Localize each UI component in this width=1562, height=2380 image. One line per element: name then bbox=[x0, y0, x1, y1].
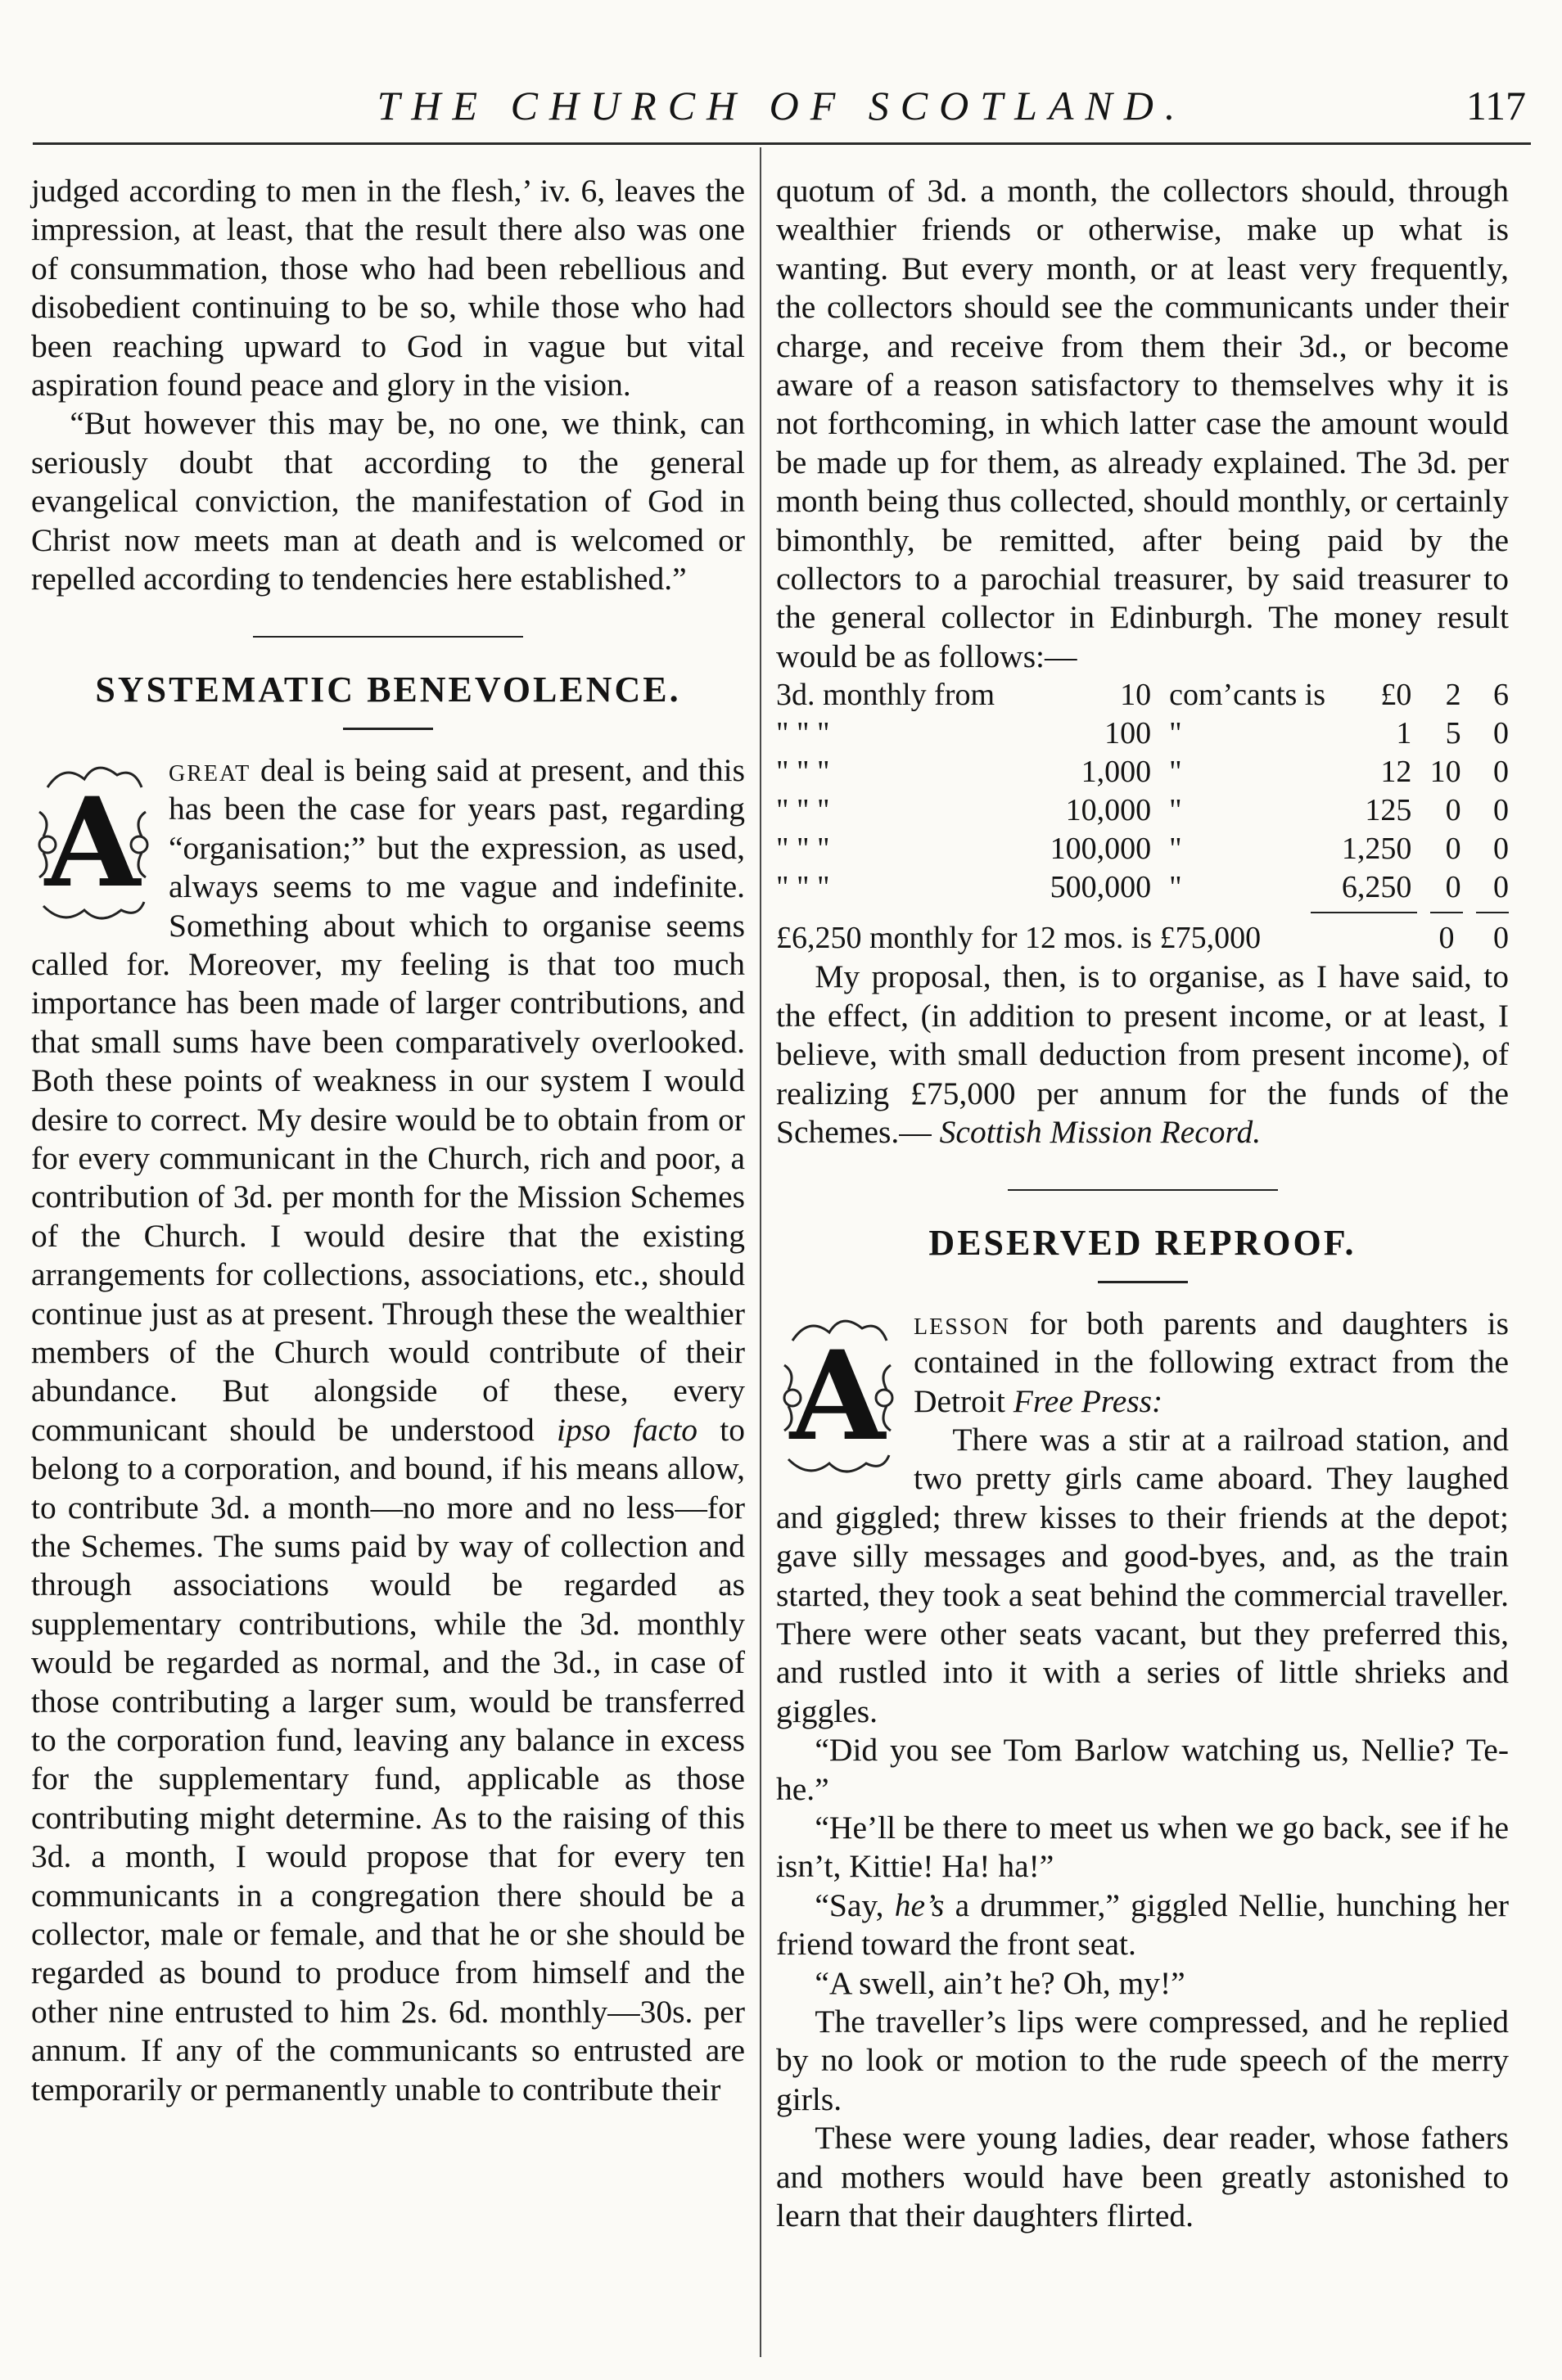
source-credit: Scottish Mission Record. bbox=[939, 1113, 1262, 1150]
table-cell: 125 bbox=[1365, 793, 1412, 828]
paragraph: quotum of 3d. a month, the collectors should, through wealthier friends or otherwise, make up what is wanting. But every month, or at least very frequently, the collectors should see the communicants under their charge, and receive from them their 3d., or become aware of a reason satisfactory to themselves why it is not forthcoming, in which latter case the amount would be made up for them, as already explained. The 3d. per month being thus collected, should monthly, or certainly bimonthly, be remitted, after being paid by the collectors to a parochial treasurer, by said treasurer to the general collector in Edinburgh. The money result would be as follows:— bbox=[776, 173, 1509, 674]
paragraph: These were young ladies, dear reader, whose fathers and mothers would have been greatly astonished to learn that their daughters flirted. bbox=[776, 2120, 1509, 2234]
total-shillings: 0 bbox=[1438, 921, 1455, 956]
page-number: 117 bbox=[1465, 83, 1526, 128]
running-header bbox=[33, 77, 1531, 145]
ornamental-initial-icon bbox=[776, 1308, 899, 1488]
table-cell: " " " bbox=[776, 716, 830, 751]
right-column bbox=[776, 172, 1509, 2235]
article-heading: SYSTEMATIC BENEVOLENCE. bbox=[95, 669, 681, 710]
svg-text:A: A bbox=[44, 770, 141, 915]
table-cell: 12 bbox=[1380, 755, 1412, 790]
table-cell: 0 bbox=[1445, 793, 1461, 828]
table-cell: 0 bbox=[1493, 832, 1509, 867]
article-heading: DESERVED REPROOF. bbox=[928, 1223, 1357, 1264]
paragraph: “A swell, ain’t he? Oh, my!” bbox=[815, 1964, 1185, 2001]
paragraph: “Did you see Tom Barlow watching us, Nellie? Te-he.” bbox=[776, 1732, 1509, 1807]
ornamental-dropcap bbox=[31, 755, 154, 935]
heading-rule bbox=[343, 728, 433, 730]
paragraph: My proposal, then, is to organise, as I have said, to the effect, (in addition to present income, or at least, I believe, with small deduction from present income), of realizing £75,000 per annum for the funds of the Schemes.— Scottish Mission Record. bbox=[776, 958, 1509, 1150]
paragraph: “Say, he’s a drummer,” giggled Nellie, hunching her friend toward the front seat. bbox=[776, 1886, 1510, 1963]
table-cell: " " " bbox=[776, 793, 830, 828]
table-cell: 1,250 bbox=[1341, 832, 1412, 867]
running-title: THE CHURCH OF SCOTLAND. bbox=[377, 83, 1187, 128]
ornamental-initial-icon bbox=[31, 755, 154, 935]
table-cell: " bbox=[1169, 793, 1182, 828]
article-body: A lesson for both parents and daughters is contained in the following extract from the Detroit Free Press: bbox=[776, 1305, 1509, 1421]
paragraph: “But however this may be, no one, we think, can seriously doubt that according to the general evangelical conviction, the manifestation of God in Christ now meets man at death and is welcomed or repelled according to tendencies here established.” bbox=[31, 405, 745, 597]
total-line bbox=[776, 918, 1509, 958]
table-cell: " " " bbox=[776, 755, 830, 790]
section-rule bbox=[1008, 1189, 1278, 1191]
table-cell: 3d. monthly from bbox=[776, 678, 995, 713]
paragraph: The traveller’s lips were compressed, and he replied by no look or motion to the rude speech of the merry girls. bbox=[776, 2004, 1509, 2117]
table-cell: 10,000 bbox=[1065, 793, 1152, 828]
paragraph: “He’ll be there to meet us when we go back, see if he isn’t, Kittie! Ha! ha!” bbox=[776, 1810, 1509, 1885]
ornamental-dropcap bbox=[776, 1308, 899, 1488]
lead-word: lesson bbox=[914, 1305, 1010, 1341]
table-cell: 0 bbox=[1493, 755, 1509, 790]
table-cell: 100,000 bbox=[1050, 832, 1152, 867]
table-cell: 1,000 bbox=[1081, 755, 1152, 790]
heading-rule bbox=[1098, 1281, 1188, 1283]
table-cell: 0 bbox=[1445, 870, 1461, 905]
table-cell: 0 bbox=[1493, 716, 1509, 751]
table-cell: 500,000 bbox=[1050, 870, 1152, 905]
table-cell: 6,250 bbox=[1341, 870, 1412, 905]
paragraph: judged according to men in the flesh,’ iv. 6, leaves the impression, at least, that the result there also was one of consummation, those who had been rebellious and disobedient continuing to be so, while those who had been reaching upward to God in vague but vital aspiration found peace and glory in the vision. bbox=[31, 173, 745, 403]
table-cell: 2 bbox=[1445, 678, 1461, 713]
table-row bbox=[776, 714, 1509, 753]
table-cell: 10 bbox=[1429, 755, 1461, 790]
table-cell: " " " bbox=[776, 870, 830, 905]
table-cell: 1 bbox=[1396, 716, 1412, 751]
column-divider bbox=[760, 147, 761, 2357]
svg-text:A: A bbox=[789, 1323, 886, 1468]
table-cell: " bbox=[1169, 716, 1182, 751]
total-rule bbox=[776, 912, 1509, 913]
money-table bbox=[776, 676, 1509, 907]
table-cell: 10 bbox=[1120, 678, 1152, 713]
table-cell: 0 bbox=[1445, 832, 1461, 867]
total-text: £6,250 monthly for 12 mos. is £75,000 bbox=[776, 921, 1262, 956]
table-row bbox=[776, 830, 1509, 868]
table-cell: " " " bbox=[776, 832, 830, 867]
table-cell: 100 bbox=[1104, 716, 1152, 751]
table-cell: com’cants is bbox=[1169, 678, 1326, 713]
total-pence: 0 bbox=[1493, 921, 1509, 956]
table-cell: 0 bbox=[1493, 793, 1509, 828]
section-rule bbox=[253, 636, 523, 638]
table-row bbox=[776, 868, 1509, 907]
lead-word: great bbox=[169, 751, 251, 788]
table-cell: " bbox=[1169, 870, 1182, 905]
table-cell: " bbox=[1169, 832, 1182, 867]
table-cell: 0 bbox=[1493, 870, 1509, 905]
table-row bbox=[776, 791, 1509, 830]
left-column bbox=[31, 172, 745, 2109]
table-row bbox=[776, 676, 1509, 714]
table-cell: 6 bbox=[1493, 678, 1509, 713]
paragraph: There was a stir at a railroad station, and two pretty girls came aboard. They laughed and giggled; threw kisses to their friends at the depot; gave silly messages and good-byes, and, as the train started, they took a seat behind the commercial traveller. There were other seats vacant, but they preferred this, and rustled into it with a series of little shrieks and giggles. bbox=[776, 1421, 1509, 1729]
table-cell: 5 bbox=[1445, 716, 1461, 751]
article-body: A great deal is being said at present, and this has been the case for years past, regarding “organisation;” but the expression, as used, always seems to me vague and indefinite. Something about which to organise seems called for. Moreover, my feeling is that too much importance has been made of larger contributions, and that small sums have been comparatively overlooked. Both these points of weakness in our system I would desire to correct. My desire would be to obtain from or for every communicant in the Church, rich and poor, a contribution of 3d. per month for the Mission Schemes of the Church. I would desire that the existing arrangements for collections, associations, etc., should continue just as at present. Through these the wealthier members of the Church would contribute of their abundance. But alongside of these, every communicant should be understood ipso facto to belong to a corporation, and bound, if his means allow, to contribute 3d. a month—no more and no less—for the Schemes. The sums paid by way of collection and through associations would be regarded as supplementary contributions, while the 3d. monthly would be regarded as normal, and the 3d., in case of those contributing a larger sum, would be transferred to the corporation fund, leaving any balance in excess for the supplementary fund, applicable as those contributing might determine. As to the raising of this 3d. a month, I would propose that for every ten communicants in a congregation there should be a collector, male or female, and that he or she should be regarded as bound to produce from himself and the other nine entrusted to him 2s. 6d. monthly—30s. per annum. If any of the communicants so entrusted are temporarily or permanently unable to contribute their bbox=[31, 751, 746, 2107]
table-cell: £0 bbox=[1380, 678, 1412, 713]
table-cell: " bbox=[1169, 755, 1182, 790]
table-row bbox=[776, 753, 1509, 791]
